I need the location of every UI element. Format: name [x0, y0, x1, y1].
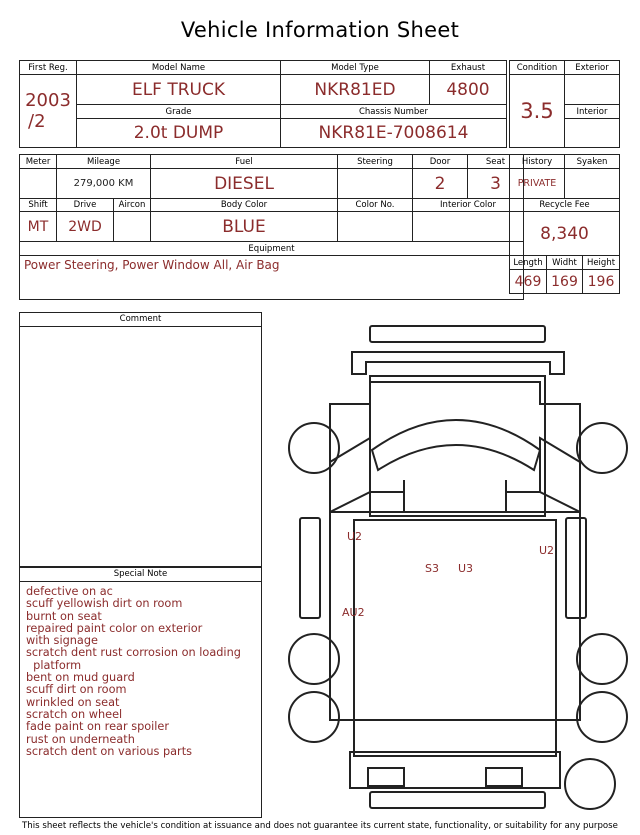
wheel-rear-right-2	[577, 692, 627, 742]
interior-color-label: Interior Color	[413, 199, 524, 212]
side-guard-left	[300, 518, 320, 618]
recycle-fee-label: Recycle Fee	[510, 199, 620, 212]
cab-side-left	[330, 438, 370, 512]
model-type-label: Model Type	[281, 61, 430, 75]
rear-bumper-right	[486, 768, 522, 786]
body-color-value: BLUE	[151, 212, 338, 242]
note-item: repaired paint color on exterior	[26, 621, 203, 635]
exterior-label: Exterior	[565, 61, 620, 75]
comment-label: Comment	[20, 313, 261, 327]
spec-table	[19, 154, 524, 300]
spare-wheel	[565, 759, 615, 809]
recycle-fee-value: 8,340	[510, 212, 620, 256]
chassis-number-label: Chassis Number	[281, 105, 507, 119]
exterior-value	[565, 75, 620, 105]
interior-value	[565, 119, 620, 148]
windshield	[372, 420, 540, 470]
width-value: 169	[547, 270, 583, 294]
exhaust-value: 4800	[430, 75, 507, 105]
length-label: Length	[510, 256, 547, 270]
comment-box	[19, 312, 262, 567]
model-table	[19, 60, 507, 148]
special-note-box	[19, 567, 262, 818]
note-item: fade paint on rear spoiler	[26, 720, 170, 734]
seat-value: 3	[468, 169, 524, 199]
history-table	[509, 154, 620, 294]
first-reg-year: 2003	[25, 90, 71, 111]
first-reg-month: /2	[28, 111, 46, 132]
disclaimer-footer: This sheet reflects the vehicle's condition at issuance and does not guarantee its current state, functionality, or suitability for any purpose	[22, 821, 618, 831]
interior-label: Interior	[565, 105, 620, 119]
meter-value	[20, 169, 57, 199]
drive-value: 2WD	[57, 212, 114, 242]
drive-label: Drive	[57, 199, 114, 212]
fuel-value: DIESEL	[151, 169, 338, 199]
interior-color-value	[413, 212, 524, 242]
steering-label: Steering	[338, 155, 413, 169]
note-item: rust on underneath	[26, 732, 135, 746]
first-reg-label: First Reg.	[20, 61, 77, 75]
rear-bumper-left	[368, 768, 404, 786]
model-name-label: Model Name	[77, 61, 281, 75]
front-bumper-corners	[352, 352, 564, 374]
note-item: bent on mud guard	[26, 671, 135, 685]
door-label: Door	[413, 155, 468, 169]
damage-mark-u2-left: U2	[347, 530, 363, 543]
wheel-front-left	[289, 423, 339, 473]
meter-label: Meter	[20, 155, 57, 169]
syaken-label: Syaken	[565, 155, 620, 169]
wheel-rear-left-1	[289, 634, 339, 684]
body-color-label: Body Color	[151, 199, 338, 212]
seat-label: Seat	[468, 155, 524, 169]
damage-mark-s3: S3	[425, 562, 439, 575]
shift-value: MT	[20, 212, 57, 242]
wheel-rear-right-1	[577, 634, 627, 684]
mileage-value: 279,000 KM	[57, 169, 151, 199]
aircon-label: Aircon	[114, 199, 151, 212]
model-name-value: ELF TRUCK	[77, 75, 281, 105]
note-item: platform	[26, 658, 82, 672]
note-item: wrinkled on seat	[26, 695, 120, 709]
wheel-front-right	[577, 423, 627, 473]
note-item: with signage	[26, 634, 98, 648]
note-item: scuff yellowish dirt on room	[26, 597, 183, 611]
grade-value: 2.0t DUMP	[77, 119, 281, 148]
condition-table	[509, 60, 620, 148]
model-type-value: NKR81ED	[281, 75, 430, 105]
note-item: burnt on seat	[26, 609, 102, 623]
shift-label: Shift	[20, 199, 57, 212]
note-item: scratch on wheel	[26, 707, 123, 721]
syaken-value	[565, 169, 620, 199]
wheel-rear-left-2	[289, 692, 339, 742]
length-value: 469	[510, 270, 547, 294]
damage-mark-au2: AU2	[342, 606, 365, 619]
special-note-list	[20, 582, 261, 762]
height-value: 196	[583, 270, 620, 294]
damage-mark-u2-right: U2	[539, 544, 555, 557]
equipment-value: Power Steering, Power Window All, Air Bag	[20, 256, 524, 300]
equipment-label: Equipment	[20, 242, 524, 256]
note-item: scuff dirt on room	[26, 683, 127, 697]
chassis-number-value: NKR81E-7008614	[281, 119, 507, 148]
note-item: scratch dent rust corrosion on loading	[26, 646, 241, 660]
exhaust-label: Exhaust	[430, 61, 507, 75]
special-note-label: Special Note	[20, 568, 261, 582]
front-bumper	[370, 326, 545, 342]
side-guard-right	[566, 518, 586, 618]
condition-value: 3.5	[510, 75, 565, 148]
width-label: Widht	[547, 256, 583, 270]
grade-label: Grade	[77, 105, 281, 119]
history-label: History	[510, 155, 565, 169]
damage-mark-u3: U3	[458, 562, 474, 575]
note-item: defective on ac	[26, 585, 113, 598]
color-no-label: Color No.	[338, 199, 413, 212]
mileage-label: Mileage	[57, 155, 151, 169]
height-label: Height	[583, 256, 620, 270]
sheet-title: Vehicle Information Sheet	[180, 18, 460, 42]
door-line	[370, 480, 540, 512]
first-reg-value	[20, 75, 77, 148]
steering-value	[338, 169, 413, 199]
rear-bumper	[350, 752, 560, 788]
rear-step	[370, 792, 545, 808]
aircon-value	[114, 212, 151, 242]
door-value: 2	[413, 169, 468, 199]
note-item: scratch dent on various parts	[26, 744, 193, 758]
color-no-value	[338, 212, 413, 242]
history-value: PRIVATE	[510, 169, 565, 199]
fuel-label: Fuel	[151, 155, 338, 169]
condition-label: Condition	[510, 61, 565, 75]
